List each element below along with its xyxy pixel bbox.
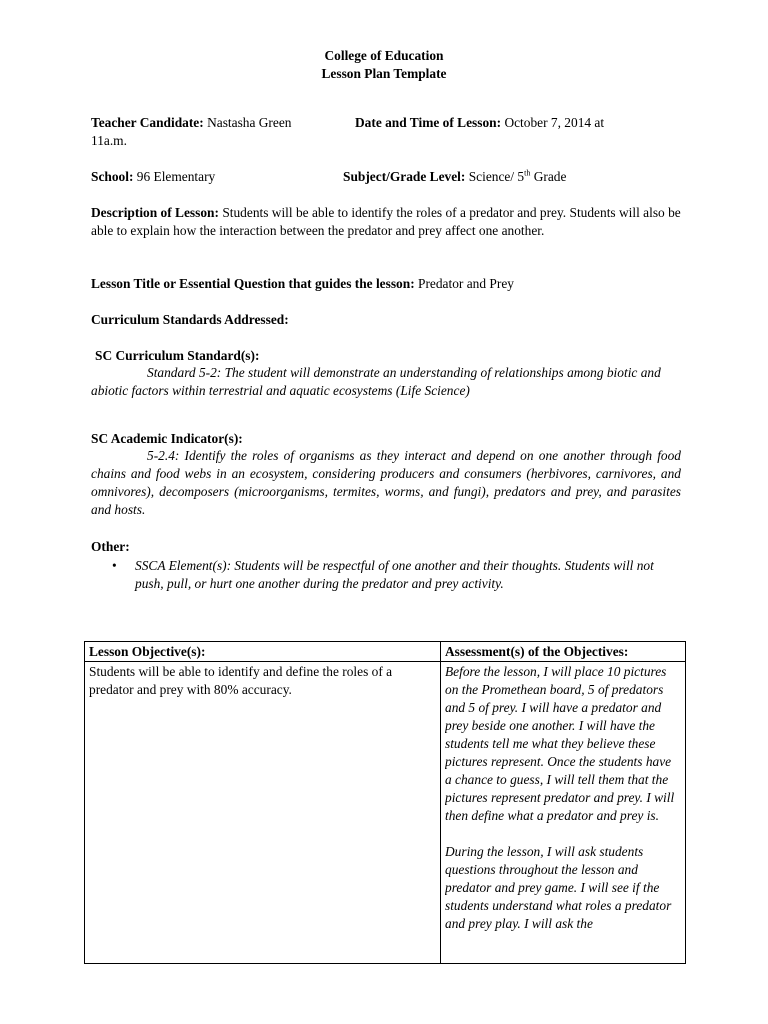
academic-indicator-label: SC Academic Indicator(s): [91, 431, 243, 446]
school [91, 168, 215, 186]
template-title: Lesson Plan Template [321, 66, 447, 81]
assessment-before-text: Before the lesson, I will place 10 pictures on the Promethean board, 5 of predators and 5 of prey. I will have a predator and prey beside one another. I will have the students tell me what they believe these pictures represent. Once the students have a chance to guess, I will tell them that the pictures represent predator and prey. I will then define what a predator and prey is. [445, 664, 675, 823]
other-list-item [112, 557, 682, 597]
curriculum-heading: Curriculum Standards Addressed: [91, 312, 289, 327]
lesson-title-value: Predator and Prey [418, 276, 514, 291]
objective-text: Students will be able to identify and define the roles of a predator and prey with 80% accuracy. [89, 664, 393, 697]
objective-cell [85, 662, 441, 964]
date-value: October 7, 2014 at [504, 115, 605, 130]
table-header-row [85, 642, 686, 662]
school-value: 96 Elementary [136, 169, 216, 184]
school-label: School: [91, 169, 134, 184]
assessment-header: Assessment(s) of the Objectives: [441, 642, 686, 662]
lesson-date [355, 114, 604, 132]
teacher-candidate [91, 114, 291, 132]
other-label: Other: [91, 539, 130, 554]
table-row [85, 662, 686, 964]
description-text: Students will be able to identify the roles of a predator and prey. Students will also be able to explain how the interaction between the predator and prey affect one another. [91, 205, 681, 238]
sc-standard-text: Standard 5-2: The student will demonstrate an understanding of relationships among biotic and abiotic factors within terrestrial and aquatic ecosystems (Life Science) [91, 365, 661, 398]
lesson-description [91, 204, 681, 240]
date-value-continued: 11a.m. [91, 133, 127, 148]
date-label: Date and Time of Lesson: [355, 115, 502, 130]
lesson-title-label: Lesson Title or Essential Question that guides the lesson: [91, 276, 415, 291]
subject-grade [343, 168, 566, 186]
description-label: Description of Lesson: [91, 205, 219, 220]
assessment-cell [441, 662, 686, 964]
academic-indicator-text: 5-2.4: Identify the roles of organisms as they interact and depend on one another through food chains and food webs in an ecosystem, considering producers and consumers (herbivores, carnivores, and omnivores), decomposers (microorganisms, termites, worms, and fungi), predators and prey, and parasites and hosts. [91, 448, 681, 517]
subject-value: Science/ 5th Grade [468, 168, 567, 184]
subject-label: Subject/Grade Level: [343, 169, 466, 184]
lesson-title [91, 275, 681, 293]
objective-header: Lesson Objective(s): [85, 642, 441, 662]
ssca-element-text: SSCA Element(s): Students will be respectful of one another and their thoughts. Students will not push, pull, or hurt one another during the predator and prey activity. [135, 558, 654, 591]
bullet: • [112, 558, 117, 573]
teacher-value: Nastasha Green [207, 115, 292, 130]
sc-standard-label: SC Curriculum Standard(s): [95, 348, 260, 363]
objectives-table [84, 641, 686, 964]
teacher-label: Teacher Candidate: [91, 115, 204, 130]
assessment-during-text: During the lesson, I will ask students questions throughout the lesson and predator and prey game. I will see if the students understand what roles a predator and prey play. I will ask the [445, 844, 672, 931]
institution-title: College of Education [324, 48, 444, 63]
